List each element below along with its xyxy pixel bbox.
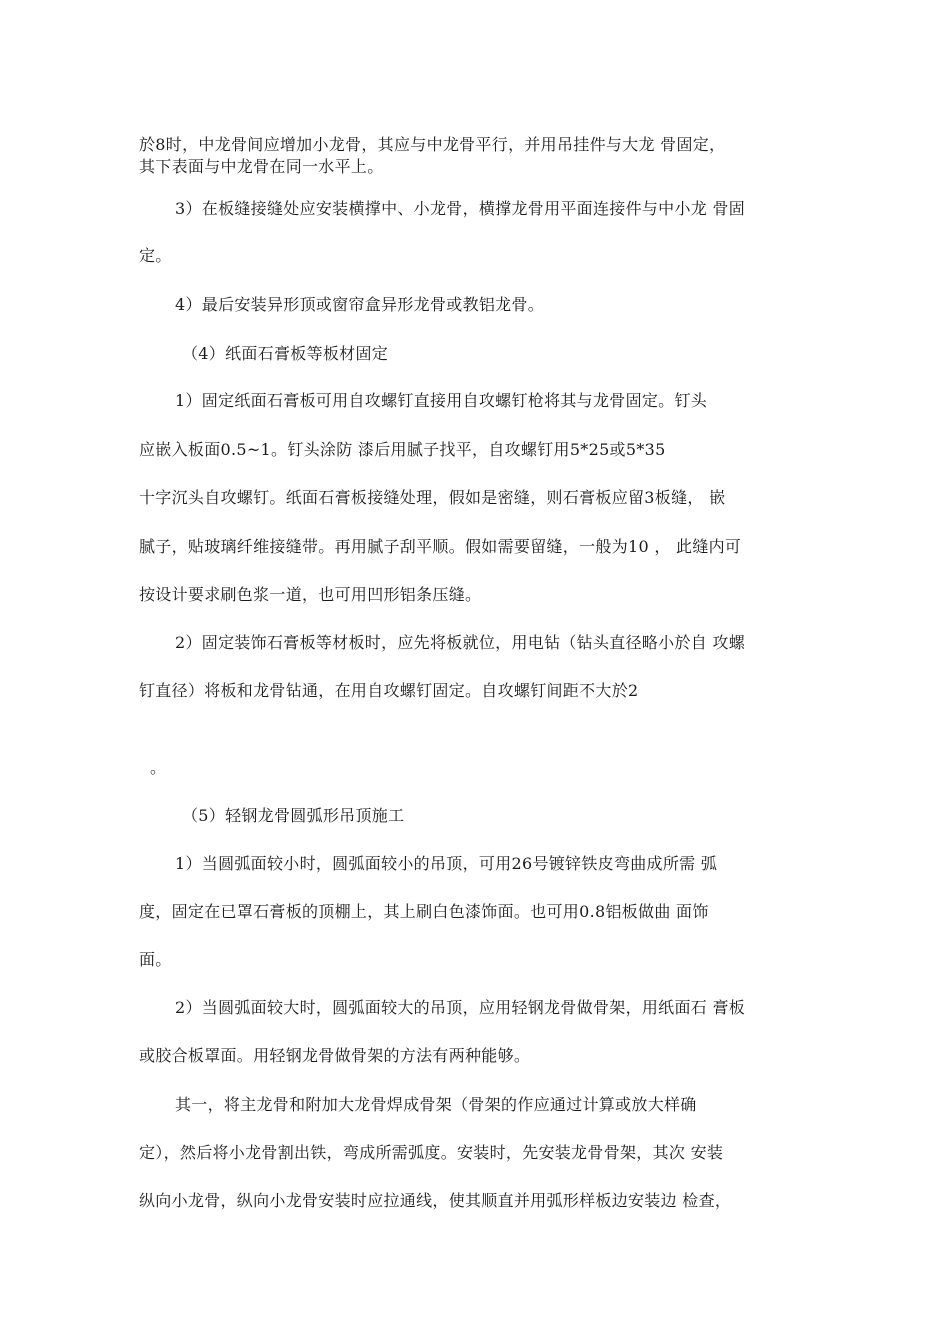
text-line: 。 xyxy=(150,758,167,777)
text-line: 十字沉头自攻螺钉。纸面石膏板接缝处理，假如是密缝，则石膏板应留3板缝， 嵌 xyxy=(139,488,726,507)
section-heading: （4）纸面石膏板等板材固定 xyxy=(182,344,389,363)
text-line: 1）固定纸面石膏板可用自攻螺钉直接用自攻螺钉枪将其与龙骨固定。钉头 xyxy=(175,391,708,410)
text-line: 3）在板缝接缝处应安装横撑中、小龙骨，横撑龙骨用平面连接件与中小龙 骨固 xyxy=(175,199,746,218)
text-line: 2）固定装饰石膏板等材板时，应先将板就位，用电钻（钻头直径略小於自 攻螺 xyxy=(175,633,746,652)
text-line: 钉直径）将板和龙骨钻通，在用自攻螺钉固定。自攻螺钉间距不大於2 xyxy=(139,681,639,700)
text-line: 或胶合板罩面。用轻钢龙骨做骨架的方法有两种能够。 xyxy=(139,1046,531,1065)
text-line: 按设计要求刷色浆一道，也可用凹形铝条压缝。 xyxy=(139,585,482,604)
section-heading: （5）轻钢龙骨圆弧形吊顶施工 xyxy=(182,806,405,825)
text-line: 度，固定在已罩石膏板的顶棚上，其上刷白色漆饰面。也可用0.8铝板做曲 面饰 xyxy=(139,902,709,921)
text-line: 其一，将主龙骨和附加大龙骨焊成骨架（骨架的作应通过计算或放大样确 xyxy=(175,1095,697,1114)
text-line: 定），然后将小龙骨割出铁，弯成所需弧度。安装时，先安装龙骨骨架，其次 安装 xyxy=(139,1143,724,1162)
text-line: 面。 xyxy=(139,950,172,969)
text-line: 4）最后安装异形顶或窗帘盒异形龙骨或教铝龙骨。 xyxy=(175,295,545,314)
text-line: 腻子，贴玻璃纤维接缝带。再用腻子刮平顺。假如需要留缝，一般为10 ， 此缝内可 xyxy=(139,537,742,556)
text-line: 定。 xyxy=(139,246,172,265)
text-line: 2）当圆弧面较大时，圆弧面较大的吊顶，应用轻钢龙骨做骨架，用纸面石 膏板 xyxy=(175,998,746,1017)
text-line: 1）当圆弧面较小时，圆弧面较小的吊顶，可用26号镀锌铁皮弯曲成所需 弧 xyxy=(175,854,718,873)
text-line: 其下表面与中龙骨在同一水平上。 xyxy=(139,157,384,176)
text-line: 於8时，中龙骨间应增加小龙骨，其应与中龙骨平行，并用吊挂件与大龙 骨固定， xyxy=(139,135,726,154)
text-line: 应嵌入板面0.5~1。钉头涂防 漆后用腻子找平，自攻螺钉用5*25或5*35 xyxy=(139,440,666,459)
text-line: 纵向小龙骨，纵向小龙骨安装时应拉通线，使其顺直并用弧形样板边安装边 检查， xyxy=(139,1191,732,1210)
